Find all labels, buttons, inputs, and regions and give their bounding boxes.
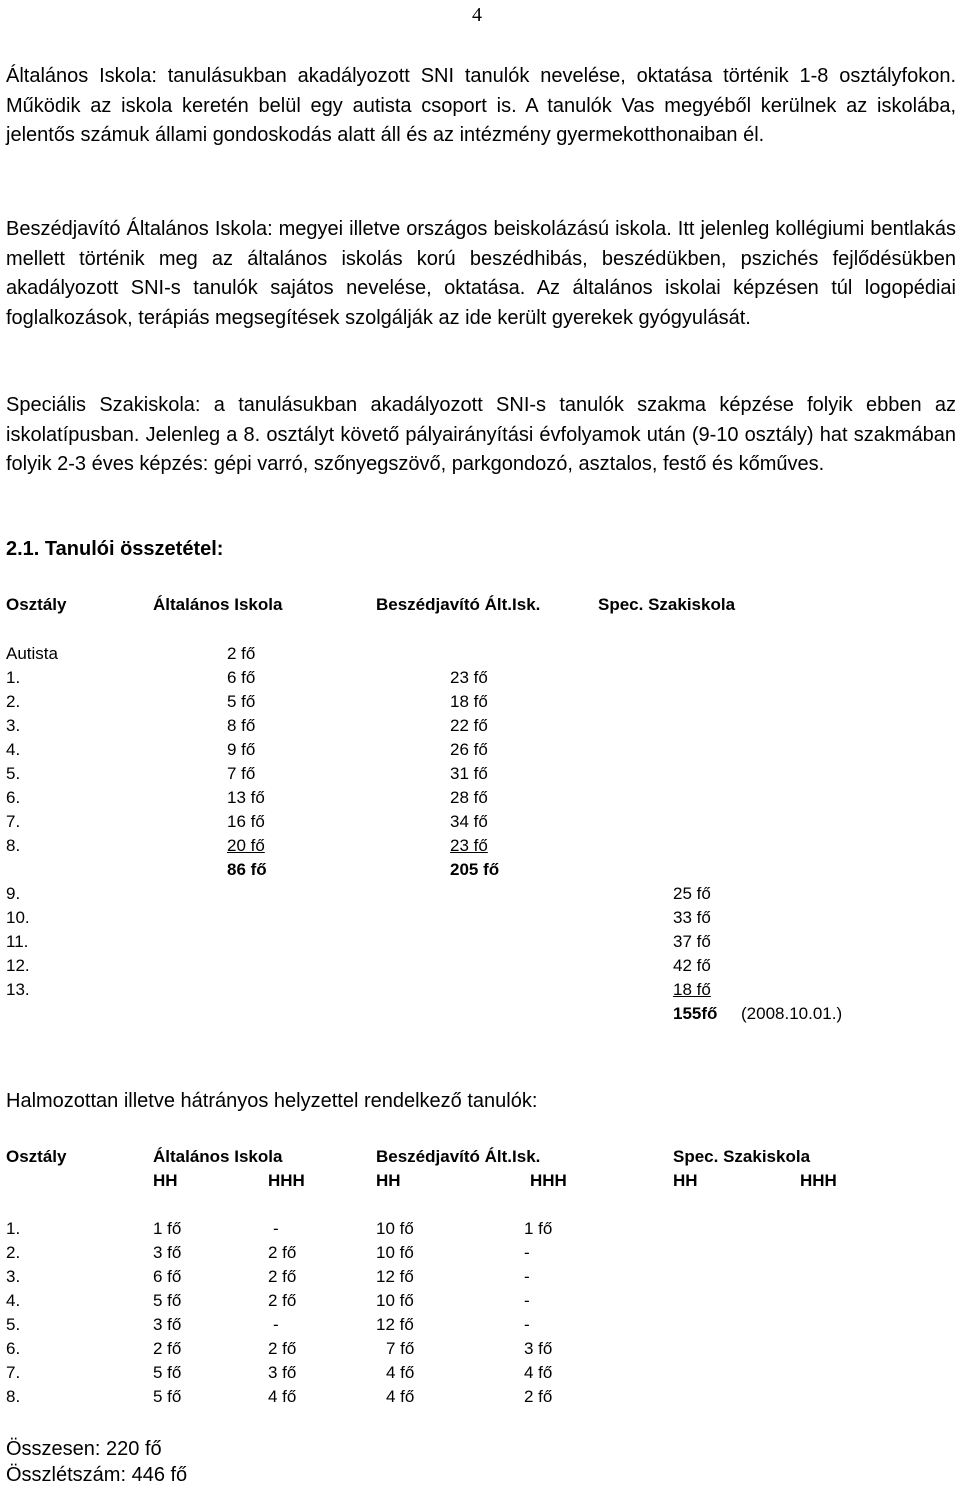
table1-row-label: 9. xyxy=(6,884,21,903)
table1-cell-beszedjavito: 31 fő xyxy=(450,764,488,783)
table2-cell: 2 fő xyxy=(268,1291,297,1310)
table1-row-label: 12. xyxy=(6,956,30,975)
table1-row-label: 5. xyxy=(6,764,21,783)
summary-total: Összesen: 220 fő xyxy=(6,1438,162,1460)
table2-subheader-hh: HH xyxy=(673,1171,698,1190)
section-heading-tanuloi-osszetetel: 2.1. Tanulói összetétel: xyxy=(6,538,224,560)
table2-cell: 3 fő xyxy=(153,1315,182,1334)
table2-subheader-hhh: HHH xyxy=(530,1171,567,1190)
table1-header-altalanos: Általános Iskola xyxy=(153,595,283,614)
table1-cell-altalanos: 20 fő xyxy=(227,836,265,855)
table2-cell: 10 fő xyxy=(376,1219,414,1238)
table2-header-altalanos: Általános Iskola xyxy=(153,1147,283,1166)
table2-cell: - xyxy=(524,1243,530,1262)
table1-header-osztaly: Osztály xyxy=(6,595,67,614)
table1-cell-altalanos: 16 fő xyxy=(227,812,265,831)
table1-cell-beszedjavito: 22 fő xyxy=(450,716,488,735)
table1-cell-altalanos: 9 fő xyxy=(227,740,256,759)
table2-subheader-hhh: HHH xyxy=(268,1171,305,1190)
table2-cell: - xyxy=(273,1315,279,1334)
table1-header-szakiskola: Spec. Szakiskola xyxy=(598,595,736,614)
paragraph-altalanos-iskola: Általános Iskola: tanulásukban akadályozott SNI tanulók nevelése, oktatása történik 1-8 osztályfokon. Működik az iskola keretén belül egy autista csoport is. A tanulók Vas megyéből kerülnek az iskolába, jelentős számuk állami gondoskodás alatt áll és az intézmény gyermekotthonaiban él. xyxy=(6,65,956,146)
table2-cell: 10 fő xyxy=(376,1243,414,1262)
table1-cell-beszedjavito: 23 fő xyxy=(450,836,488,855)
table2-cell: 5 fő xyxy=(153,1291,182,1310)
table2-cell: - xyxy=(524,1315,530,1334)
table2-cell: 5 fő xyxy=(153,1387,182,1406)
table2-header-beszedjavito: Beszédjavító Ált.Isk. xyxy=(376,1147,541,1166)
table1-cell-altalanos: 2 fő xyxy=(227,644,256,663)
table2-cell: 4 fő xyxy=(386,1363,415,1382)
table1-cell-beszedjavito: 34 fő xyxy=(450,812,488,831)
table2-cell: - xyxy=(524,1267,530,1286)
table1-cell-altalanos: 6 fő xyxy=(227,668,256,687)
table1-cell-altalanos: 8 fő xyxy=(227,716,256,735)
paragraph-beszedjavito: Beszédjavító Általános Iskola: megyei illetve országos beiskolázású iskola. Itt jelenleg kollégiumi bentlakás mellett történik meg az általános iskolás korú beszédhibás, beszédükben, pszichés fejlődésükben akadályozott SNI-s tanulók sajátos nevelése, oktatása. Az általános iskolai képzésen túl logopédiai foglalkozások, terápiás megsegítések szolgálják az ide került gyerekek gyógyulását. xyxy=(6,218,956,329)
table1-row-label: 10. xyxy=(6,908,30,927)
table2-cell: 2 fő xyxy=(268,1243,297,1262)
table1-cell-beszedjavito: 18 fő xyxy=(450,692,488,711)
table2-cell: 6 fő xyxy=(153,1267,182,1286)
table2-cell: 4 fő xyxy=(524,1363,553,1382)
table1-cell-szakiskola: 37 fő xyxy=(673,932,711,951)
table1-cell-altalanos: 5 fő xyxy=(227,692,256,711)
table2-cell: 2 fő xyxy=(524,1387,553,1406)
table1-cell-altalanos: 13 fő xyxy=(227,788,265,807)
table1-row-label: 13. xyxy=(6,980,30,999)
table1-row-label: 1. xyxy=(6,668,21,687)
table2-cell: 5 fő xyxy=(153,1363,182,1382)
table1-row-label: Autista xyxy=(6,644,58,663)
table2-cell: 7 fő xyxy=(386,1339,415,1358)
table1-row-label: 4. xyxy=(6,740,21,759)
table2-header-szakiskola: Spec. Szakiskola xyxy=(673,1147,811,1166)
table2-cell: 2 fő xyxy=(153,1339,182,1358)
table1-row-label: 3. xyxy=(6,716,21,735)
table1-row-label: 11. xyxy=(6,932,29,951)
table1-cell-szakiskola: 18 fő xyxy=(673,980,711,999)
table2-row-label: 1. xyxy=(6,1219,21,1238)
page-number: 4 xyxy=(472,4,482,26)
table2-cell: 12 fő xyxy=(376,1267,414,1286)
table2-header-osztaly: Osztály xyxy=(6,1147,67,1166)
table1-cell-altalanos: 7 fő xyxy=(227,764,256,783)
table2-cell: 1 fő xyxy=(524,1219,553,1238)
table1-cell-beszedjavito: 26 fő xyxy=(450,740,488,759)
table1-cell-szakiskola: 42 fő xyxy=(673,956,711,975)
table1-subtotal-szakiskola: 155fő xyxy=(673,1004,718,1023)
table1-row-label: 7. xyxy=(6,812,21,831)
section-heading-halmozottan: Halmozottan illetve hátrányos helyzettel rendelkező tanulók: xyxy=(6,1090,538,1112)
table1-row-label: 2. xyxy=(6,692,21,711)
table2-subheader-hh: HH xyxy=(376,1171,401,1190)
table1-subtotal-altalanos: 86 fő xyxy=(227,860,267,879)
table2-row-label: 6. xyxy=(6,1339,21,1358)
summary-headcount: Összlétszám: 446 fő xyxy=(6,1464,188,1486)
table2-row-label: 5. xyxy=(6,1315,21,1334)
table2-cell: 12 fő xyxy=(376,1315,414,1334)
table2-cell: 3 fő xyxy=(153,1243,182,1262)
table2-row-label: 7. xyxy=(6,1363,21,1382)
table2-cell: 1 fő xyxy=(153,1219,182,1238)
table1-cell-szakiskola: 33 fő xyxy=(673,908,711,927)
table2-cell: 10 fő xyxy=(376,1291,414,1310)
table2-cell: 3 fő xyxy=(524,1339,553,1358)
table2-row-label: 4. xyxy=(6,1291,21,1310)
table1-row-label: 6. xyxy=(6,788,21,807)
table2-subheader-hh: HH xyxy=(153,1171,178,1190)
table2-cell: - xyxy=(524,1291,530,1310)
table2-row-label: 2. xyxy=(6,1243,21,1262)
table1-row-label: 8. xyxy=(6,836,21,855)
table1-cell-beszedjavito: 28 fő xyxy=(450,788,488,807)
table2-cell: 4 fő xyxy=(268,1387,297,1406)
table2-cell: 4 fő xyxy=(386,1387,415,1406)
table1-date-note: (2008.10.01.) xyxy=(741,1004,843,1023)
table1-header-beszedjavito: Beszédjavító Ált.Isk. xyxy=(376,595,541,614)
table1-subtotal-beszedjavito: 205 fő xyxy=(450,860,500,879)
paragraph-specialis-szakiskola: Speciális Szakiskola: a tanulásukban akadályozott SNI-s tanulók szakma képzése folyik ebben az iskolatípusban. Jelenleg a 8. osztályt követő pályairányítási évfolyamok után (9-10 osztály) hat szakmában folyik 2-3 éves képzés: gépi varró, szőnyegszövő, parkgondozó, asztalos, festő és kőműves. xyxy=(6,394,956,475)
table2-cell: 3 fő xyxy=(268,1363,297,1382)
table2-cell: 2 fő xyxy=(268,1267,297,1286)
table2-row-label: 3. xyxy=(6,1267,21,1286)
table2-cell: 2 fő xyxy=(268,1339,297,1358)
table1-cell-beszedjavito: 23 fő xyxy=(450,668,488,687)
table2-cell: - xyxy=(273,1219,279,1238)
table1-cell-szakiskola: 25 fő xyxy=(673,884,711,903)
table2-subheader-hhh: HHH xyxy=(800,1171,837,1190)
table2-row-label: 8. xyxy=(6,1387,21,1406)
